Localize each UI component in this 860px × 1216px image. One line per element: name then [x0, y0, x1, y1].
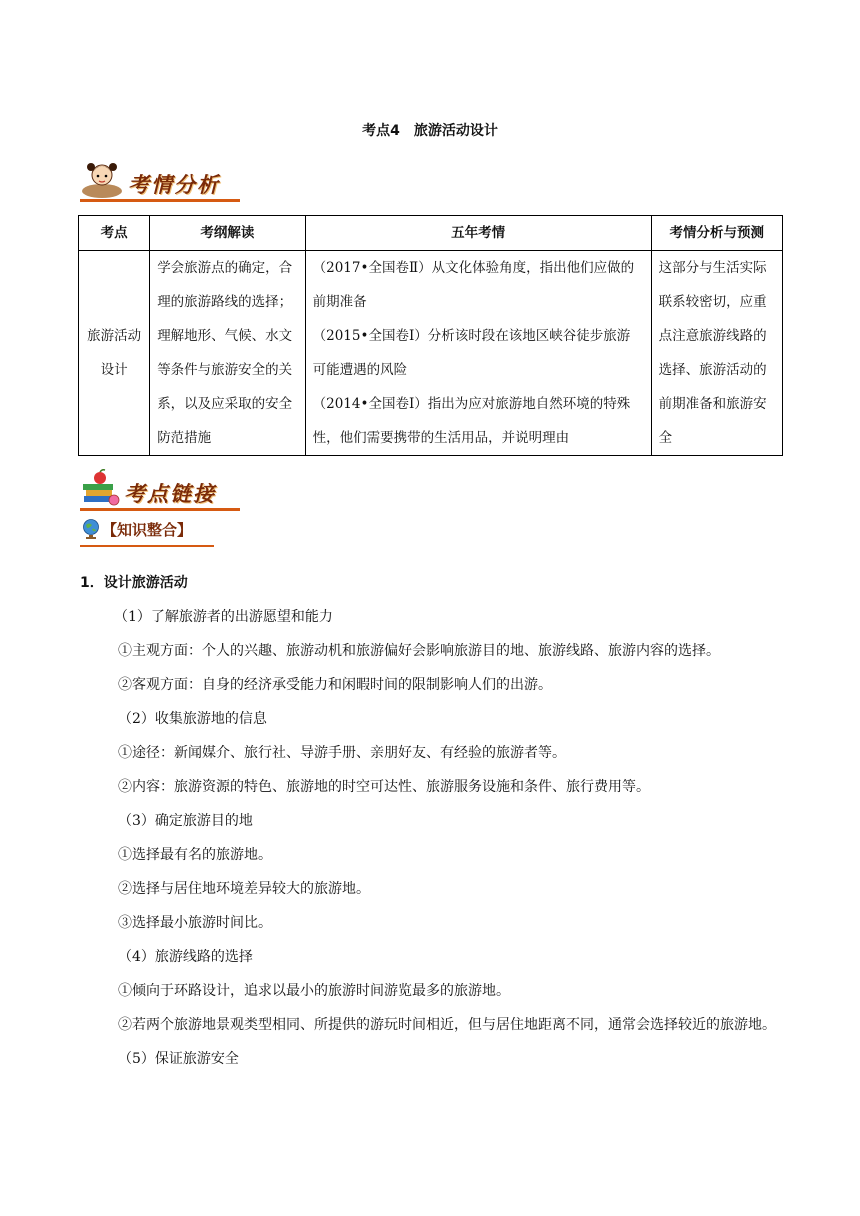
girl-mascot-icon [80, 157, 124, 199]
key-points-banner [80, 466, 216, 508]
exam-analysis-banner [80, 157, 220, 199]
exam-table [78, 215, 783, 456]
table-header-row [79, 216, 783, 251]
list-item: （1）了解旅游者的出游愿望和能力 [114, 609, 333, 625]
history-item: （2014•全国卷Ⅰ）指出为应对旅游地自然环境的特殊性，他们需要携带的生活用品，并说明理由 [312, 396, 631, 446]
list-item: ①倾向于环路设计，追求以最小的旅游时间游览最多的旅游地。 [118, 983, 510, 999]
banner-underline [80, 199, 240, 202]
page-title: 考点4 旅游活动设计 [362, 123, 498, 139]
knowledge-subheading [80, 518, 192, 540]
subheading-label: 【知识整合】 [102, 520, 193, 539]
list-item: ②选择与居住地环境差异较大的旅游地。 [118, 881, 370, 897]
list-item: （3）确定旅游目的地 [118, 813, 253, 829]
banner-label: 考情分析 [128, 173, 220, 197]
list-item: ②客观方面：自身的经济承受能力和闲暇时间的限制影响人们的出游。 [118, 677, 552, 693]
banner-label: 考点链接 [124, 482, 216, 506]
history-item: （2015•全国卷Ⅰ）分析该时段在该地区峡谷徒步旅游可能遭遇的风险 [312, 328, 631, 378]
knowledge-content [80, 566, 780, 1076]
list-item: （2）收集旅游地的信息 [118, 711, 267, 727]
list-item: ②若两个旅游地景观类型相同、所提供的游玩时间相近，但与居住地距离不同，通常会选择较近的旅游地。 [118, 1017, 776, 1033]
cell-topic: 旅游活动设计 [79, 251, 150, 456]
list-item: ①途径：新闻媒介、旅行社、导游手册、亲朋好友、有经验的旅游者等。 [118, 745, 566, 761]
header-analysis: 考情分析与预测 [651, 216, 782, 251]
subheading-underline [80, 545, 214, 547]
cell-history [305, 251, 651, 456]
cell-outline: 学会旅游点的确定，合理的旅游路线的选择；理解地形、气候、水文等条件与旅游安全的关系，以及应采取的安全防范措施 [150, 251, 305, 456]
list-item: （5）保证旅游安全 [118, 1051, 239, 1067]
header-outline: 考纲解读 [150, 216, 305, 251]
table-row [79, 251, 783, 456]
list-item: ①选择最有名的旅游地。 [118, 847, 272, 863]
list-item: （4）旅游线路的选择 [118, 949, 253, 965]
books-apple-icon [80, 468, 120, 508]
globe-icon [80, 518, 102, 540]
list-item: ①主观方面：个人的兴趣、旅游动机和旅游偏好会影响旅游目的地、旅游线路、旅游内容的选择。 [118, 643, 720, 659]
banner-underline [80, 508, 240, 511]
header-topic: 考点 [79, 216, 150, 251]
header-history: 五年考情 [305, 216, 651, 251]
section-heading: 1．设计旅游活动 [80, 575, 188, 591]
list-item: ③选择最小旅游时间比。 [118, 915, 272, 931]
list-item: ②内容：旅游资源的特色、旅游地的时空可达性、旅游服务设施和条件、旅行费用等。 [118, 779, 650, 795]
cell-analysis: 这部分与生活实际联系较密切，应重点注意旅游线路的选择、旅游活动的前期准备和旅游安全 [651, 251, 782, 456]
history-item: （2017•全国卷Ⅱ）从文化体验角度，指出他们应做的前期准备 [312, 260, 635, 310]
